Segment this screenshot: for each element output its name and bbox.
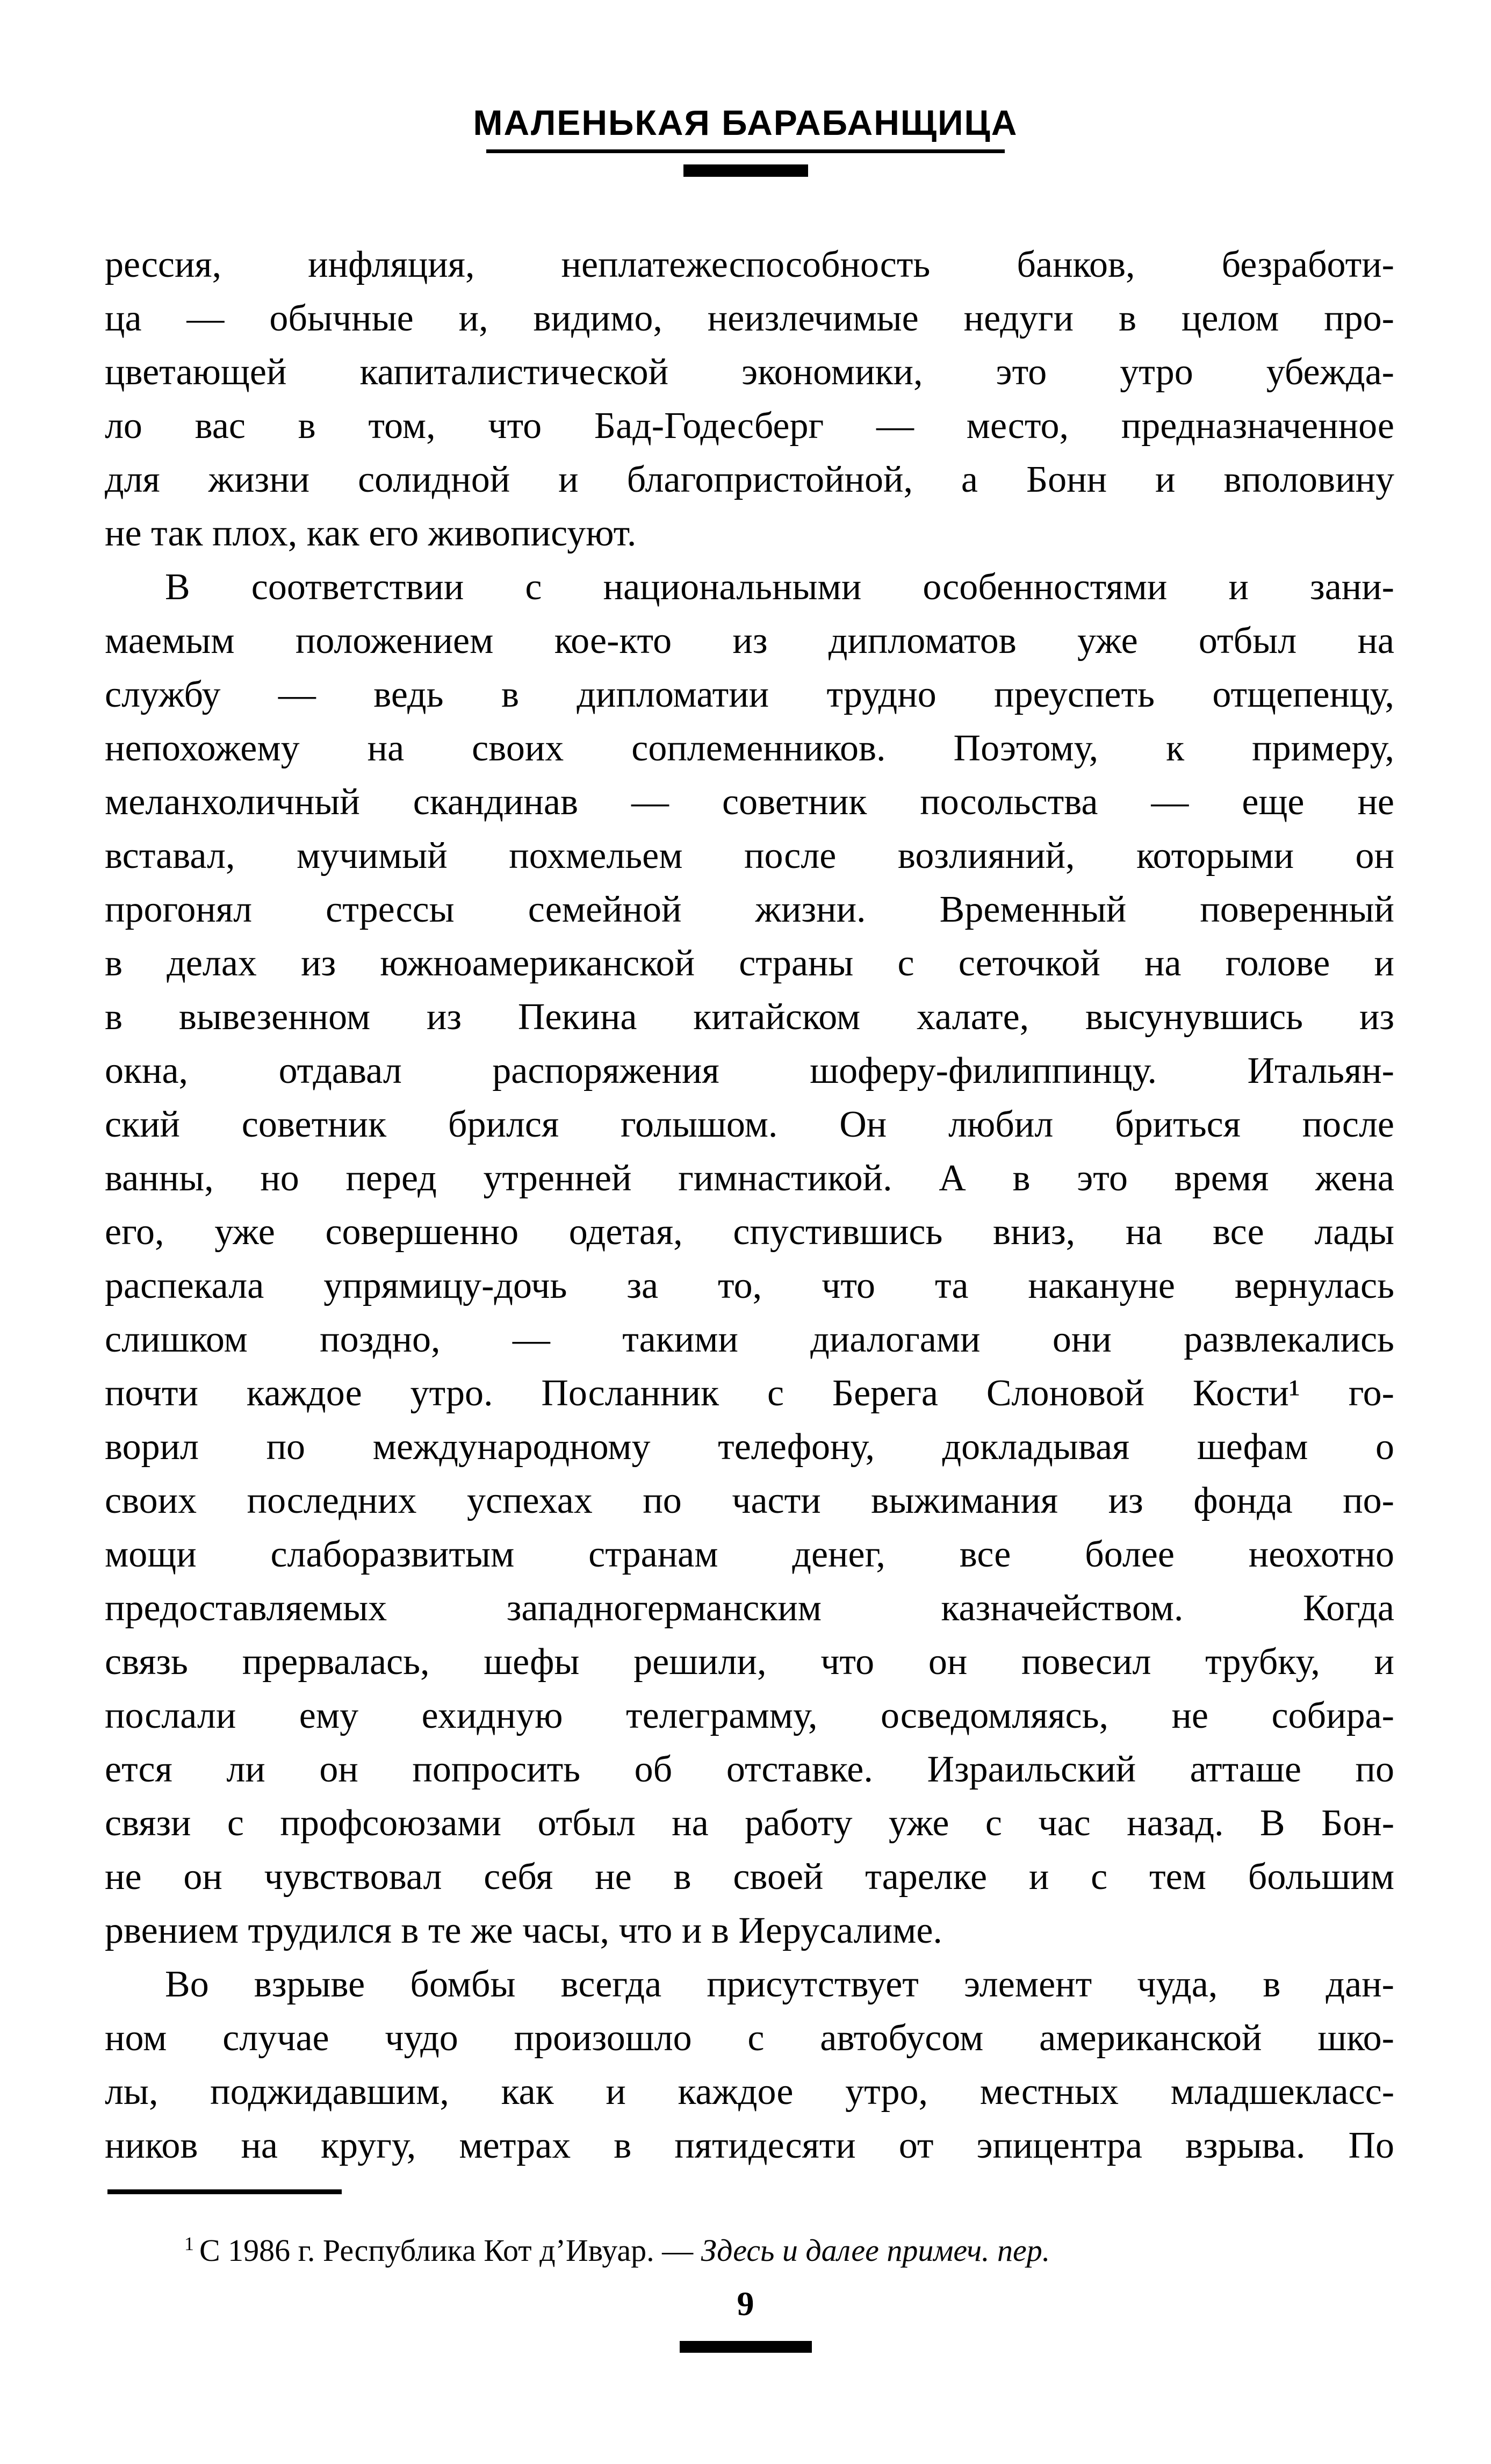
header-rule — [486, 149, 1005, 153]
body-text-line: ворил по международному телефону, докладывая шефам о — [105, 1426, 1394, 1468]
body-text-line: Во взрыве бомбы всегда присутствует элемент чуда, в дан- — [165, 1964, 1394, 2005]
page-number-rule — [680, 2341, 812, 2353]
body-text-line: лы, поджидавшим, как и каждое утро, местных младшекласс- — [105, 2071, 1394, 2113]
footnote-marker: 1 — [184, 2232, 194, 2254]
body-text-line: своих последних успехах по части выжимания из фонда по- — [105, 1480, 1394, 1521]
body-text-line: ло вас в том, что Бад-Годесберг — место, предназначенное — [105, 405, 1394, 447]
body-text-line: ца — обычные и, видимо, неизлечимые недуги в целом про- — [105, 298, 1394, 339]
body-text-line: послали ему ехидную телеграмму, осведомляясь, не собира- — [105, 1695, 1394, 1736]
footnote — [105, 2229, 1394, 2272]
running-head-title: МАЛЕНЬКАЯ БАРАБАНЩИЦА — [473, 103, 1018, 142]
body-text-line: связи с профсоюзами отбыл на работу уже с час назад. В Бон- — [105, 1802, 1394, 1844]
body-text-line: меланхоличный скандинав — советник посольства — еще не — [105, 781, 1394, 823]
body-text-line: слишком поздно, — такими диалогами они развлекались — [105, 1319, 1394, 1360]
body-text-line: для жизни солидной и благопристойной, а Бонн и вполовину — [105, 459, 1394, 500]
page-number: 9 — [737, 2285, 754, 2323]
body-text-line: службу — ведь в дипломатии трудно преуспеть отщепенцу, — [105, 674, 1394, 715]
body-text-line: мощи слаборазвитым странам денег, все более неохотно — [105, 1534, 1394, 1575]
body-text-line: маемым положением кое-кто из дипломатов уже отбыл на — [105, 620, 1394, 662]
body-text-line: непохожему на своих соплеменников. Поэтому, к примеру, — [105, 728, 1394, 769]
body-text-line: окна, отдавал распоряжения шоферу-филиппинцу. Итальян- — [105, 1050, 1394, 1091]
header-ornament-bar — [683, 164, 808, 177]
body-text-line: рвением трудился в те же часы, что и в Иерусалиме. — [105, 1910, 942, 1951]
body-text-line: почти каждое утро. Посланник с Берега Слоновой Кости¹ го- — [105, 1373, 1394, 1414]
body-text-line: ном случае чудо произошло с автобусом американской шко- — [105, 2017, 1394, 2059]
body-text-line: рессия, инфляция, неплатежеспособность банков, безработи- — [105, 244, 1394, 285]
body-text-line: не так плох, как его живописуют. — [105, 513, 637, 554]
body-text-line: прогонял стрессы семейной жизни. Временный поверенный — [105, 889, 1394, 930]
body-text-line: ванны, но перед утренней гимнастикой. А в это время жена — [105, 1158, 1394, 1199]
body-text-block — [105, 238, 1394, 2173]
body-text-line: ский советник брился голышом. Он любил бриться после — [105, 1104, 1394, 1145]
body-text-line: ется ли он попросить об отставке. Израильский атташе по — [105, 1749, 1394, 1790]
footnote-text: С 1986 г. Республика Кот д’Ивуар. — — [199, 2233, 701, 2268]
body-text-line: цветающей капиталистической экономики, это утро убежда- — [105, 351, 1394, 393]
body-text-line: вставал, мучимый похмельем после возлияний, которыми он — [105, 835, 1394, 877]
body-text-line: не он чувствовал себя не в своей тарелке и с тем большим — [105, 1856, 1394, 1898]
footnote-italic-text: Здесь и далее примеч. пер. — [701, 2233, 1050, 2268]
body-text-line: распекала упрямицу-дочь за то, что та накануне вернулась — [105, 1265, 1394, 1306]
body-text-line: ников на кругу, метрах в пятидесяти от эпицентра взрыва. По — [105, 2125, 1394, 2166]
body-text-line: предоставляемых западногерманским казначейством. Когда — [105, 1587, 1394, 1629]
body-text-line: в делах из южноамериканской страны с сеточкой на голове и — [105, 943, 1394, 984]
body-text-line: его, уже совершенно одетая, спустившись вниз, на все лады — [105, 1211, 1394, 1253]
body-text-line: связь прервалась, шефы решили, что он повесил трубку, и — [105, 1641, 1394, 1683]
body-text-line: В соответствии с национальными особенностями и зани- — [165, 566, 1394, 608]
footnote-separator-rule — [107, 2189, 342, 2194]
body-text-line: в вывезенном из Пекина китайском халате, высунувшись из — [105, 996, 1394, 1038]
